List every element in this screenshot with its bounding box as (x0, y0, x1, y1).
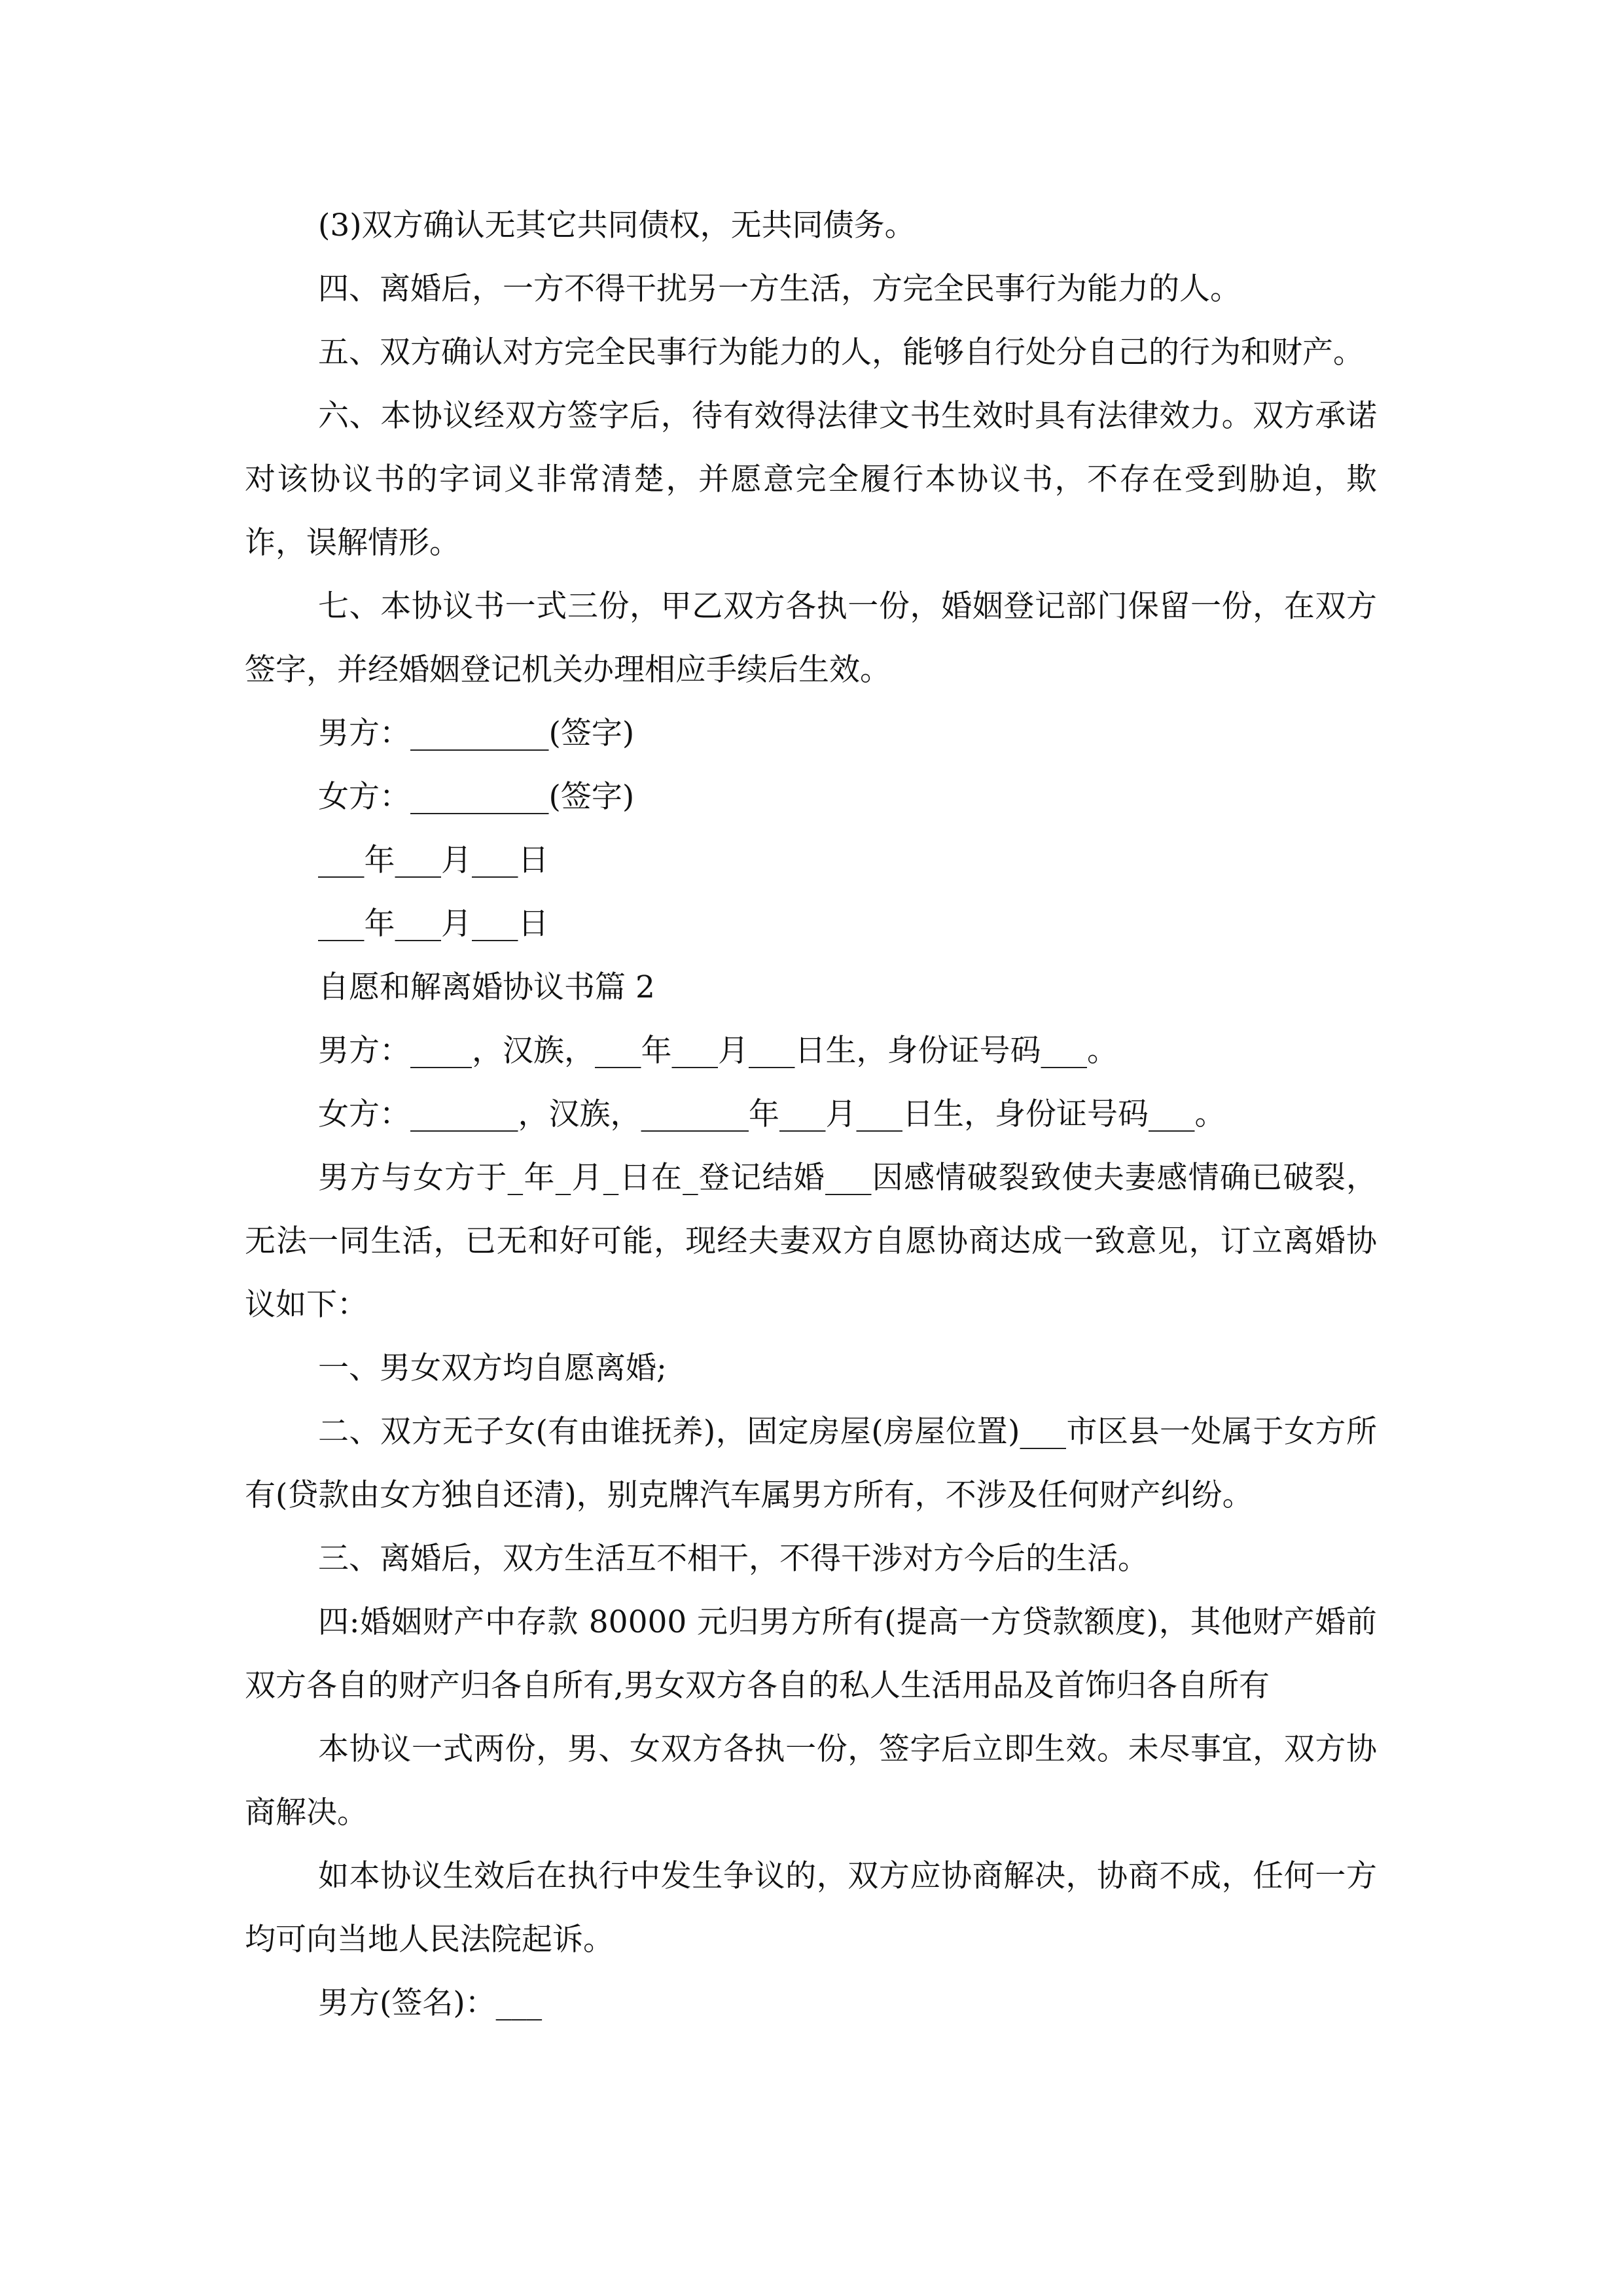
document-body (245, 194, 1377, 2035)
paragraph-marriage-background: 男方与女方于_年_月_日在_登记结婚___因感情破裂致使夫妻感情确已破裂，无法一同生活，已无和好可能，现经夫妻双方自愿协商达成一致意见，订立离婚协议如下： (245, 1160, 1377, 1323)
paragraph-disputes: 如本协议生效后在执行中发生争议的，双方应协商解决，协商不成，任何一方均可向当地人民法院起诉。 (245, 1858, 1377, 1958)
signature-line-woman: 女方：_________(签字) (318, 779, 635, 815)
paragraph-clause-4: 四、离婚后，一方不得干扰另一方生活，方完全民事行为能力的人。 (318, 271, 1241, 307)
signature-line-man-name: 男方(签名)：___ (318, 1985, 543, 2021)
paragraph-copies: 本协议一式两份，男、女双方各执一份，签字后立即生效。未尽事宜，双方协商解决。 (245, 1731, 1377, 1831)
party-man-info: 男方：____，汉族，___年___月___日生，身份证号码___。 (318, 1033, 1118, 1069)
paragraph-clause-6: 六、本协议经双方签字后，待有效得法律文书生效时具有法律效力。双方承诺对该协议书的字词义非常清楚，并愿意完全履行本协议书，不存在受到胁迫，欺诈，误解情形。 (245, 398, 1377, 561)
date-line-1: ___年___月___日 (318, 842, 549, 878)
paragraph-clause-3: 三、离婚后，双方生活互不相干，不得干涉对方今后的生活。 (318, 1541, 1149, 1577)
party-woman-info: 女方：_______，汉族，_______年___月___日生，身份证号码___。 (318, 1096, 1226, 1132)
date-line-2: ___年___月___日 (318, 906, 549, 942)
paragraph-clause-1: 一、男女双方均自愿离婚; (318, 1350, 667, 1386)
section-title: 自愿和解离婚协议书篇 2 (318, 969, 655, 1005)
paragraph-joint-debts: (3)双方确认无其它共同债权，无共同债务。 (318, 207, 916, 243)
paragraph-clause-7: 七、本协议书一式三份，甲乙双方各执一份，婚姻登记部门保留一份，在双方签字，并经婚姻登记机关办理相应手续后生效。 (245, 588, 1377, 688)
signature-line-man: 男方：_________(签字) (318, 715, 635, 751)
paragraph-clause-2: 二、双方无子女(有由谁抚养)，固定房屋(房屋位置)___市区县一处属于女方所有(贷款由女方独自还清)，别克牌汽车属男方所有，不涉及任何财产纠纷。 (245, 1414, 1377, 1513)
paragraph-clause-4-property: 四:婚姻财产中存款 80000 元归男方所有(提高一方贷款额度)，其他财产婚前双方各自的财产归各自所有,男女双方各自的私人生活用品及首饰归各自所有 (245, 1604, 1377, 1704)
paragraph-clause-5: 五、双方确认对方完全民事行为能力的人，能够自行处分自己的行为和财产。 (318, 334, 1364, 370)
